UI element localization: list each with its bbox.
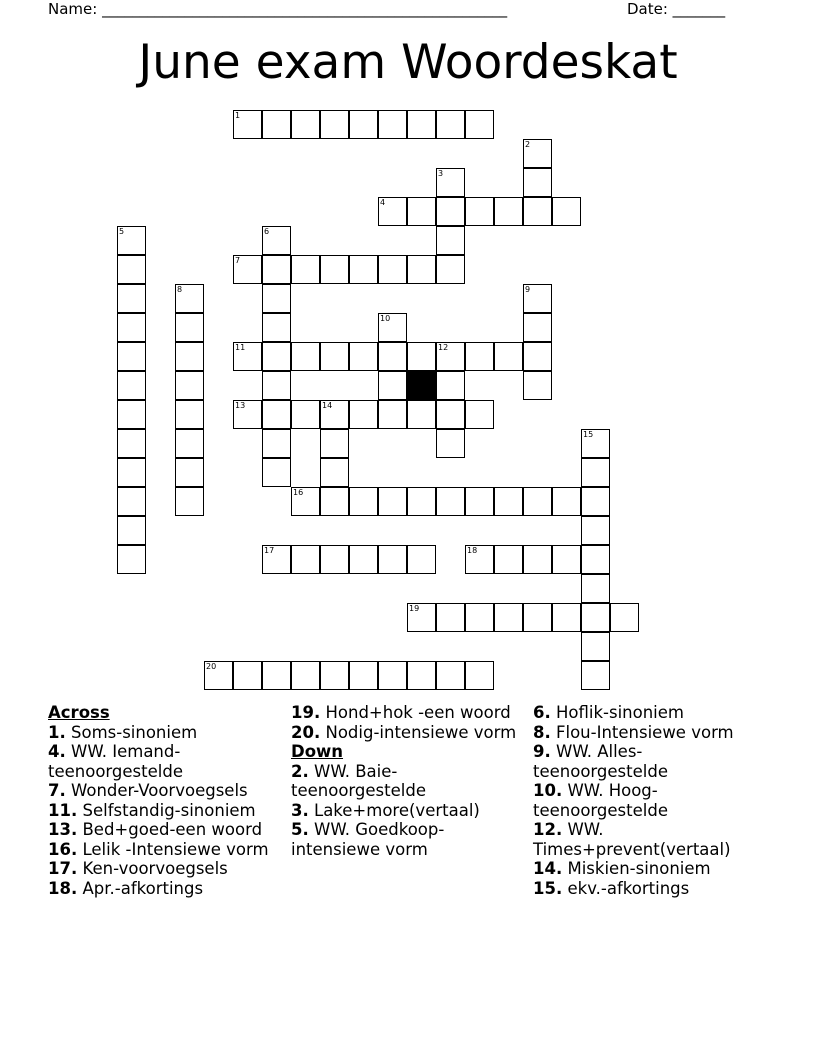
crossword-cell[interactable] [320,487,349,516]
crossword-cell[interactable] [117,400,146,429]
crossword-cell[interactable] [291,661,320,690]
crossword-cell[interactable] [291,545,320,574]
crossword-cell[interactable] [233,400,262,429]
clue-text: WW. Hoog-teenoorgestelde [533,781,668,820]
crossword-cell[interactable] [262,371,291,400]
crossword-cell[interactable] [610,603,639,632]
crossword-cell[interactable] [552,487,581,516]
crossword-cell[interactable] [436,110,465,139]
clue-item [533,820,773,859]
clue-text: Lake+more(vertaal) [314,800,480,820]
crossword-cell[interactable] [552,545,581,574]
crossword-cell[interactable] [175,371,204,400]
crossword-cell[interactable] [436,168,465,197]
cell-number: 13 [235,401,246,410]
crossword-cell[interactable] [436,255,465,284]
clue-number: 16. [48,839,78,859]
clue-item [291,820,523,859]
crossword-cell[interactable] [436,226,465,255]
crossword-cell[interactable] [175,284,204,313]
crossword-cell[interactable] [349,342,378,371]
crossword-cell[interactable] [262,313,291,342]
crossword-cell[interactable] [291,255,320,284]
clue-column-2 [291,703,523,859]
crossword-cell[interactable] [262,545,291,574]
clue-number: 5. [291,820,309,839]
cell-number: 3 [438,169,444,178]
crossword-cell[interactable] [175,313,204,342]
crossword-cell[interactable] [117,226,146,255]
cell-number: 8 [177,285,183,294]
clue-item [533,781,773,820]
clue-item [291,703,523,723]
crossword-cell[interactable] [465,197,494,226]
crossword-cell[interactable] [494,603,523,632]
crossword-cell[interactable] [233,110,262,139]
crossword-cell[interactable] [378,110,407,139]
clue-number: 10. [533,781,563,800]
clue-item [48,801,280,821]
clue-number: 19. [291,703,321,722]
clue-text: WW. Times+prevent(vertaal) [533,820,731,859]
cell-number: 18 [467,546,478,555]
clue-text: Wonder-Voorvoegsels [71,781,248,800]
crossword-cell[interactable] [204,661,233,690]
crossword-cell[interactable] [117,313,146,342]
crossword-cell[interactable] [117,516,146,545]
clue-text: WW. Baie-teenoorgestelde [291,761,426,800]
crossword-cell[interactable] [465,603,494,632]
crossword-cell[interactable] [349,255,378,284]
crossword-cell[interactable] [552,603,581,632]
crossword-cell[interactable] [320,458,349,487]
clue-column-3 [533,703,773,898]
crossword-cell[interactable] [494,197,523,226]
crossword-cell[interactable] [349,487,378,516]
crossword-cell[interactable] [262,458,291,487]
crossword-cell[interactable] [320,545,349,574]
clue-item [291,762,523,801]
crossword-cell[interactable] [436,487,465,516]
crossword-cell[interactable] [262,400,291,429]
crossword-cell[interactable] [233,255,262,284]
name-line: Name: ______________________________________________________ [48,0,508,18]
crossword-cell[interactable] [494,487,523,516]
clue-item [48,859,280,879]
clue-item [533,879,773,899]
clue-number: 4. [48,742,66,761]
crossword-cell[interactable] [552,197,581,226]
crossword-cell[interactable] [581,429,610,458]
crossword-cell[interactable] [262,284,291,313]
crossword-cell[interactable] [523,371,552,400]
clue-column-1 [48,703,280,898]
cell-number: 9 [525,285,531,294]
crossword-cell[interactable] [465,342,494,371]
clue-text: Selfstandig-sinoniem [82,800,256,820]
crossword-cell[interactable] [349,400,378,429]
date-line: Date: _______ [627,0,726,18]
clue-item [48,742,280,781]
crossword-cell[interactable] [291,487,320,516]
clue-item [48,840,280,860]
crossword-cell[interactable] [320,661,349,690]
black-square [407,371,436,400]
crossword-cell[interactable] [117,284,146,313]
crossword-cell[interactable] [378,487,407,516]
crossword-cell[interactable] [436,400,465,429]
crossword-cell[interactable] [378,342,407,371]
cell-number: 19 [409,604,420,613]
crossword-cell[interactable] [523,139,552,168]
crossword-cell[interactable] [233,661,262,690]
crossword-cell[interactable] [175,400,204,429]
crossword-cell[interactable] [494,545,523,574]
crossword-cell[interactable] [117,371,146,400]
crossword-cell[interactable] [581,632,610,661]
crossword-cell[interactable] [581,603,610,632]
crossword-cell[interactable] [465,400,494,429]
clue-number: 13. [48,820,78,839]
clue-number: 18. [48,878,78,898]
clue-text: Nodig-intensiewe vorm [325,722,517,742]
clue-number: 20. [291,722,321,742]
clue-item [48,781,280,801]
crossword-cell[interactable] [581,574,610,603]
crossword-cell[interactable] [407,487,436,516]
clue-number: 12. [533,820,563,839]
crossword-cell[interactable] [320,429,349,458]
clue-text: WW. Alles-teenoorgestelde [533,742,668,781]
cell-number: 12 [438,343,449,352]
crossword-cell[interactable] [581,487,610,516]
clue-item [291,801,523,821]
clue-item [48,879,280,899]
clue-number: 8. [533,722,551,742]
clue-text: WW. Iemand-teenoorgestelde [48,742,183,781]
crossword-cell[interactable] [523,168,552,197]
cell-number: 2 [525,140,531,149]
crossword-cell[interactable] [175,458,204,487]
clue-number: 9. [533,742,551,761]
clue-text: Hoflik-sinoniem [556,703,684,722]
clue-item [533,859,773,879]
crossword-cell[interactable] [262,226,291,255]
clue-number: 7. [48,781,66,800]
section-heading: Across [48,703,110,722]
crossword-cell[interactable] [378,371,407,400]
crossword-cell[interactable] [523,197,552,226]
crossword-cell[interactable] [436,342,465,371]
cell-number: 15 [583,430,594,439]
crossword-cell[interactable] [523,313,552,342]
cell-number: 4 [380,198,386,207]
crossword-cell[interactable] [581,458,610,487]
clue-text: WW. Goedkoop-intensiewe vorm [291,820,445,859]
crossword-cell[interactable] [378,197,407,226]
crossword-cell[interactable] [349,110,378,139]
crossword-cell[interactable] [175,429,204,458]
cell-number: 1 [235,111,241,120]
crossword-cell[interactable] [262,342,291,371]
crossword-cell[interactable] [523,342,552,371]
crossword-cell[interactable] [378,545,407,574]
cell-number: 11 [235,343,246,352]
crossword-cell[interactable] [320,255,349,284]
clue-item [48,820,280,840]
crossword-cell[interactable] [349,545,378,574]
crossword-cell[interactable] [117,255,146,284]
crossword-cell[interactable] [494,342,523,371]
clue-text: Bed+goed-een woord [82,820,263,839]
crossword-cell[interactable] [291,342,320,371]
crossword-cell[interactable] [465,487,494,516]
crossword-cell[interactable] [378,400,407,429]
cell-number: 6 [264,227,270,236]
clue-text: Flou-Intensiewe vorm [556,722,734,742]
crossword-cell[interactable] [117,545,146,574]
clue-number: 17. [48,859,78,878]
crossword-cell[interactable] [407,545,436,574]
crossword-cell[interactable] [407,603,436,632]
clue-item [533,703,773,723]
crossword-cell[interactable] [233,342,262,371]
clue-number: 15. [533,878,563,898]
crossword-cell[interactable] [291,110,320,139]
crossword-cell[interactable] [523,487,552,516]
crossword-cell[interactable] [262,661,291,690]
crossword-cell[interactable] [407,197,436,226]
page-title: June exam Woordeskat [138,35,678,90]
crossword-cell[interactable] [436,429,465,458]
crossword-cell[interactable] [175,487,204,516]
clue-item [533,742,773,781]
cell-number: 7 [235,256,241,265]
crossword-cell[interactable] [407,661,436,690]
clue-number: 3. [291,800,309,820]
crossword-cell[interactable] [436,371,465,400]
crossword-cell[interactable] [378,661,407,690]
crossword-cell[interactable] [117,429,146,458]
crossword-cell[interactable] [262,255,291,284]
clue-text: Apr.-afkortings [82,878,204,898]
cell-number: 17 [264,546,275,555]
crossword-cell[interactable] [117,487,146,516]
cell-number: 10 [380,314,391,323]
crossword-cell[interactable] [175,342,204,371]
crossword-cell[interactable] [117,458,146,487]
crossword-cell[interactable] [320,400,349,429]
clue-text: Lelik -Intensiewe vorm [82,839,269,859]
crossword-cell[interactable] [436,197,465,226]
cell-number: 20 [206,662,217,671]
crossword-cell[interactable] [291,400,320,429]
crossword-cell[interactable] [378,255,407,284]
clue-text: Ken-voorvoegsels [82,859,228,878]
crossword-cell[interactable] [523,603,552,632]
section-heading: Down [291,742,344,761]
clue-number: 11. [48,800,78,820]
clue-number: 14. [533,859,563,878]
clue-text: ekv.-afkortings [567,878,690,898]
clue-text: Hond+hok -een woord [325,703,511,722]
crossword-cell[interactable] [407,255,436,284]
crossword-cell[interactable] [349,661,378,690]
crossword-cell[interactable] [465,545,494,574]
crossword-cell[interactable] [581,516,610,545]
cell-number: 16 [293,488,304,497]
crossword-cell[interactable] [581,545,610,574]
crossword-cell[interactable] [407,110,436,139]
clue-number: 1. [48,722,66,742]
crossword-cell[interactable] [436,661,465,690]
crossword-cell[interactable] [465,661,494,690]
crossword-cell[interactable] [262,110,291,139]
clue-number: 2. [291,761,309,781]
clue-text: Miskien-sinoniem [567,859,711,878]
crossword-cell[interactable] [262,429,291,458]
cell-number: 5 [119,227,125,236]
crossword-cell[interactable] [320,342,349,371]
crossword-cell[interactable] [407,342,436,371]
cell-number: 14 [322,401,333,410]
crossword-cell[interactable] [117,342,146,371]
crossword-cell[interactable] [465,110,494,139]
crossword-cell[interactable] [523,284,552,313]
clue-item [48,723,280,743]
clue-item [291,723,523,743]
clue-text: Soms-sinoniem [71,722,198,742]
crossword-cell[interactable] [320,110,349,139]
clue-number: 6. [533,703,551,722]
clue-item [533,723,773,743]
crossword-cell[interactable] [378,313,407,342]
crossword-cell[interactable] [407,400,436,429]
crossword-cell[interactable] [436,603,465,632]
crossword-cell[interactable] [523,545,552,574]
crossword-cell[interactable] [581,661,610,690]
